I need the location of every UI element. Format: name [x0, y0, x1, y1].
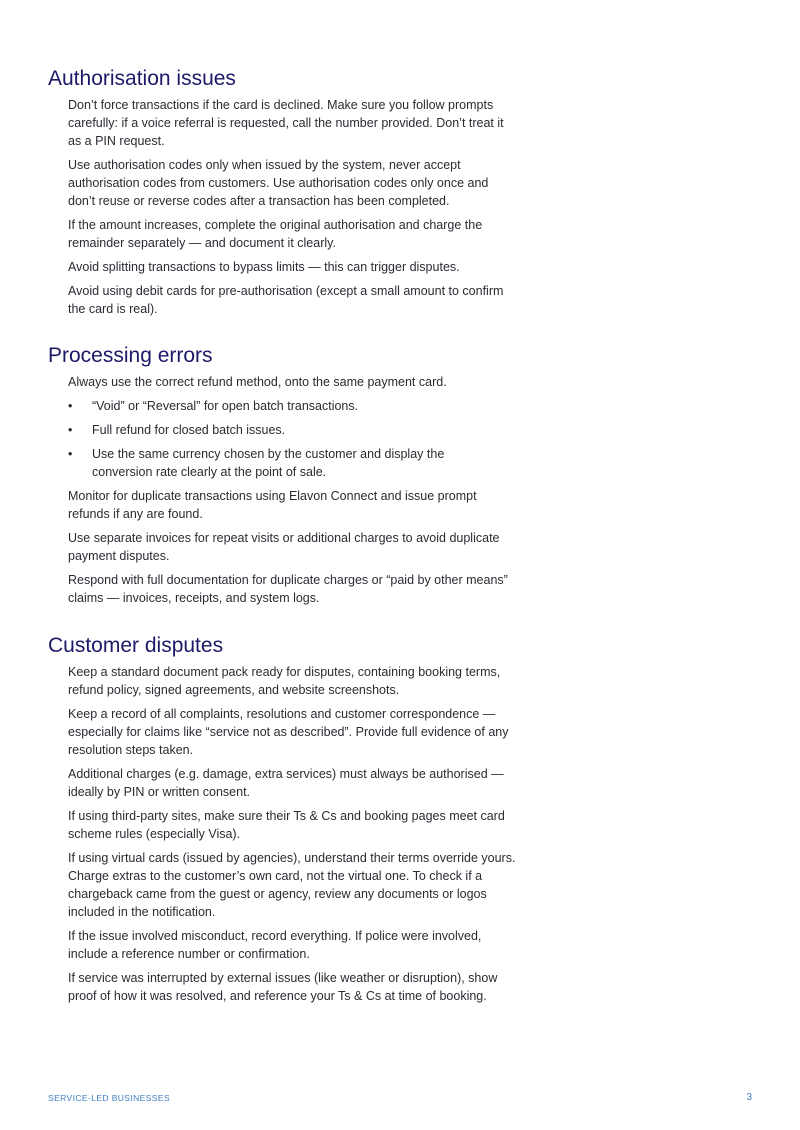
bullet-icon: • — [68, 423, 73, 437]
paragraph: Keep a standard document pack ready for disputes, containing booking terms, refund policy, signed agreements, and website screenshots. — [68, 665, 501, 697]
paragraph: Use authorisation codes only when issued by the system, never accept authorisation codes from customers. Use authorisation codes only once and don’t reuse or reverse codes after a transaction has been completed. — [68, 158, 489, 208]
section-body — [68, 373, 518, 607]
section-body — [68, 663, 518, 1005]
paragraph: Avoid splitting transactions to bypass limits — this can trigger disputes. — [68, 260, 460, 274]
paragraph: Use separate invoices for repeat visits or additional charges to avoid duplicate payment disputes. — [68, 531, 500, 563]
bullet-icon: • — [68, 399, 73, 413]
paragraph: Don’t force transactions if the card is declined. Make sure you follow prompts carefully: if a voice referral is requested, call the number provided. Don’t treat it as a PIN request. — [68, 98, 504, 148]
paragraph: Keep a record of all complaints, resolutions and customer correspondence — especially for claims like “service not as described”. Provide full evidence of any resolution steps taken. — [68, 707, 509, 757]
bullet-list — [68, 397, 518, 481]
bullet-item — [68, 397, 518, 415]
paragraph: If service was interrupted by external issues (like weather or disruption), show proof of how it was resolved, and reference your Ts & Cs at time of booking. — [68, 971, 498, 1003]
bullet-text: “Void” or “Reversal” for open batch transactions. — [92, 399, 359, 413]
section-customer-disputes — [48, 633, 768, 1011]
paragraph: Always use the correct refund method, onto the same payment card. — [68, 375, 447, 389]
paragraph: If using virtual cards (issued by agencies), understand their terms override yours. Charge extras to the customer’s own card, not the virtual one. To check if a chargeback came from the guest or agency, review any documents or logos included in the notification. — [68, 851, 516, 919]
section-title: Processing errors — [48, 344, 213, 367]
section-processing-errors — [48, 343, 768, 613]
bullet-icon: • — [68, 447, 73, 461]
paragraph: If the issue involved misconduct, record everything. If police were involved, include a reference number or confirmation. — [68, 929, 482, 961]
paragraph: If the amount increases, complete the original authorisation and charge the remainder separately — and document it clearly. — [68, 218, 483, 250]
paragraph: Avoid using debit cards for pre-authorisation (except a small amount to confirm the card is real). — [68, 284, 504, 316]
bullet-text: Use the same currency chosen by the customer and display the conversion rate clearly at the point of sale. — [92, 447, 445, 479]
section-authorisation-issues — [48, 66, 768, 324]
bullet-item — [68, 421, 518, 439]
paragraph: Monitor for duplicate transactions using Elavon Connect and issue prompt refunds if any are found. — [68, 489, 477, 521]
page-number: 3 — [746, 1092, 752, 1103]
bullet-text: Full refund for closed batch issues. — [92, 423, 286, 437]
section-title: Customer disputes — [48, 634, 224, 657]
bullet-item — [68, 445, 518, 481]
paragraph: Respond with full documentation for duplicate charges or “paid by other means” claims — invoices, receipts, and system logs. — [68, 573, 508, 605]
section-body — [68, 96, 518, 318]
section-title: Authorisation issues — [48, 67, 236, 90]
paragraph: If using third-party sites, make sure their Ts & Cs and booking pages meet card scheme rules (especially Visa). — [68, 809, 505, 841]
footer-section-label: SERVICE-LED BUSINESSES — [48, 1093, 171, 1103]
paragraph: Additional charges (e.g. damage, extra services) must always be authorised — ideally by PIN or written consent. — [68, 767, 504, 799]
